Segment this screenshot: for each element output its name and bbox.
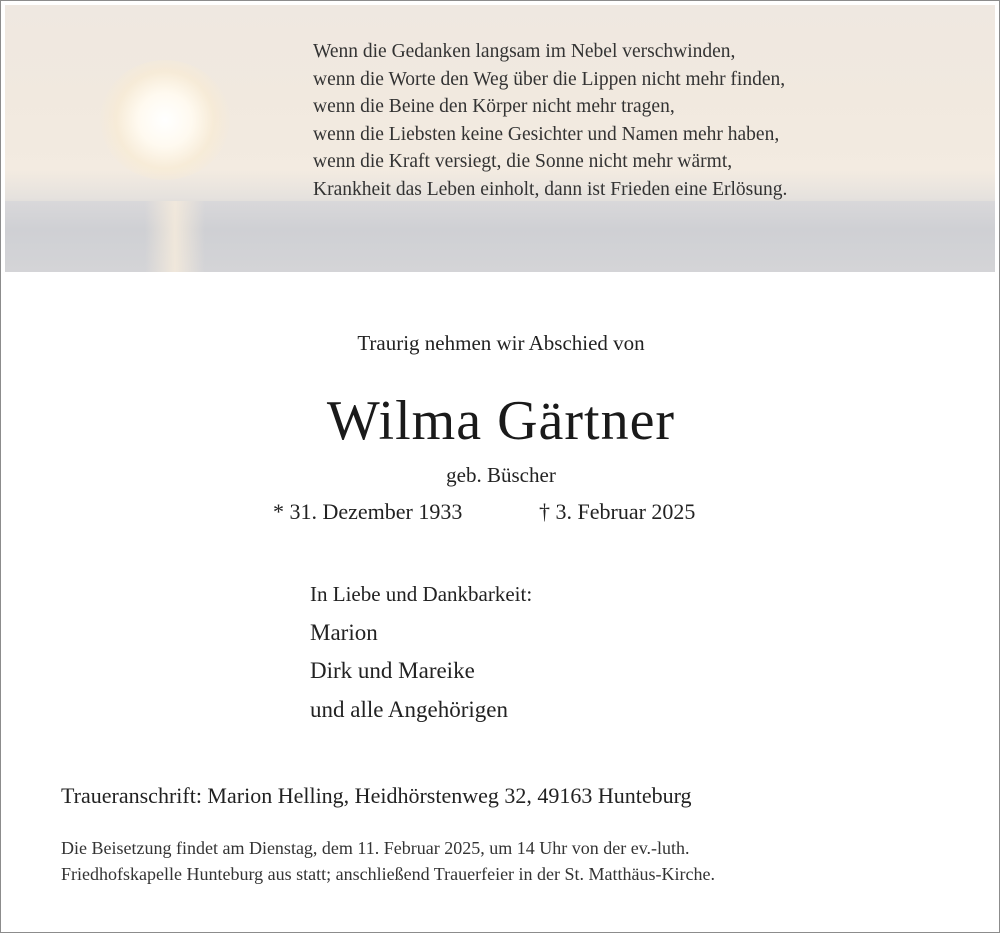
poem-line: wenn die Beine den Körper nicht mehr tragen, — [313, 96, 675, 117]
poem-line: Wenn die Gedanken langsam im Nebel verschwinden, — [313, 41, 736, 62]
poem-line: wenn die Worte den Weg über die Lippen nicht mehr finden, — [313, 68, 786, 90]
sun-reflection — [145, 201, 205, 272]
birth-date: * 31. Dezember 1933 — [273, 499, 463, 524]
poem-line: wenn die Kraft versiegt, die Sonne nicht mehr wärmt, — [313, 151, 733, 172]
mourners-list — [310, 575, 532, 729]
funeral-info-line: Die Beisetzung findet am Dienstag, dem 11. Februar 2025, um 14 Uhr von der ev.-luth. — [61, 838, 690, 858]
poem-line: wenn die Liebsten keine Gesichter und Namen mehr haben, — [313, 123, 780, 145]
deceased-name: Wilma Gärtner — [326, 390, 676, 452]
mourning-address: Traueranschrift: Marion Helling, Heidhörstenweg 32, 49163 Hunteburg — [61, 783, 692, 808]
sun-glow — [100, 60, 230, 180]
funeral-info — [61, 835, 715, 887]
poem — [313, 38, 787, 203]
poem-line: Krankheit das Leben einholt, dann ist Frieden eine Erlösung. — [313, 178, 788, 200]
funeral-info-line: Friedhofskapelle Hunteburg aus statt; anschließend Trauerfeier in der St. Matthäus-Kirche. — [61, 864, 716, 884]
mourners-heading: In Liebe und Dankbarkeit: — [310, 582, 533, 606]
farewell-intro: Traurig nehmen wir Abschied von — [357, 331, 645, 355]
mourner-name: und alle Angehörigen — [310, 696, 509, 722]
death-date: † 3. Februar 2025 — [539, 499, 696, 524]
sunset-sea-image — [5, 5, 995, 272]
mourner-name: Marion — [310, 619, 378, 645]
maiden-name: geb. Büscher — [446, 463, 556, 487]
mourner-name: Dirk und Mareike — [310, 658, 475, 683]
